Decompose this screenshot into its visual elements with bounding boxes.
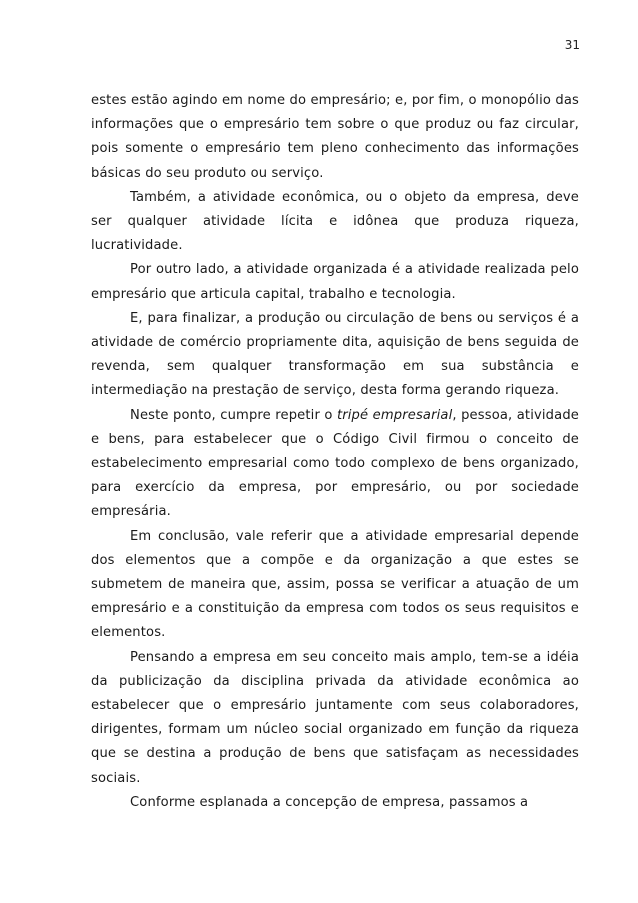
paragraph-organized-activity: Por outro lado, a atividade organizada é a atividade realizada pelo empresário que articula capital, trabalho e tecnologia. [91,262,579,302]
paragraph-conclusion: Em conclusão, vale referir que a atividade empresarial depende dos elementos que a compõe e da organização a que estes se submetem de maneira que, assim, possa se verificar a atuação de um empresário e a constituição da empresa com todos os seus requisitos e elementos. [91,528,579,641]
paragraph-broad-concept: Pensando a empresa em seu conceito mais amplo, tem-se a idéia da publicização da disciplina privada da atividade econômica ao estabelecer que o empresário juntamente com seus colaboradores, dirigentes, formam um núcleo social organizado em função da riqueza que se destina a produção de bens que satisfaçam as necessidades sociais. [91,649,579,786]
paragraph-production-circulation: E, para finalizar, a produção ou circulação de bens ou serviços é a atividade de comércio propriamente dita, aquisição de bens seguida de revenda, sem qualquer transformação em sua substância e intermediação na prestação de serviço, desta forma gerando riqueza. [91,310,579,399]
paragraph-text: , pessoa, atividade e bens, para estabelecer que o Código Civil firmou o conceito de estabelecimento empresarial como todo complexo de bens organizado, para exercício da empresa, por empresário, ou por sociedade empresária. [91,407,579,520]
paragraph-text: Neste ponto, cumpre repetir o [130,407,337,423]
paragraph-business-tripod [91,404,579,525]
emphasis-term: tripé empresarial [336,407,453,423]
page-number: 31 [564,38,580,52]
paragraph-continuation: estes estão agindo em nome do empresário; e, por fim, o monopólio das informações que o empresário tem sobre o que produz ou faz circular, pois somente o empresário tem pleno conhecimento das informações básicas do seu produto ou serviço. [91,93,579,181]
body-text [91,89,579,815]
paragraph-final-partial: Conforme esplanada a concepção de empresa, passamos a [130,794,529,810]
paragraph-economic-activity: Também, a atividade econômica, ou o objeto da empresa, deve ser qualquer atividade lícita e idônea que produza riqueza, lucratividade. [91,189,579,254]
